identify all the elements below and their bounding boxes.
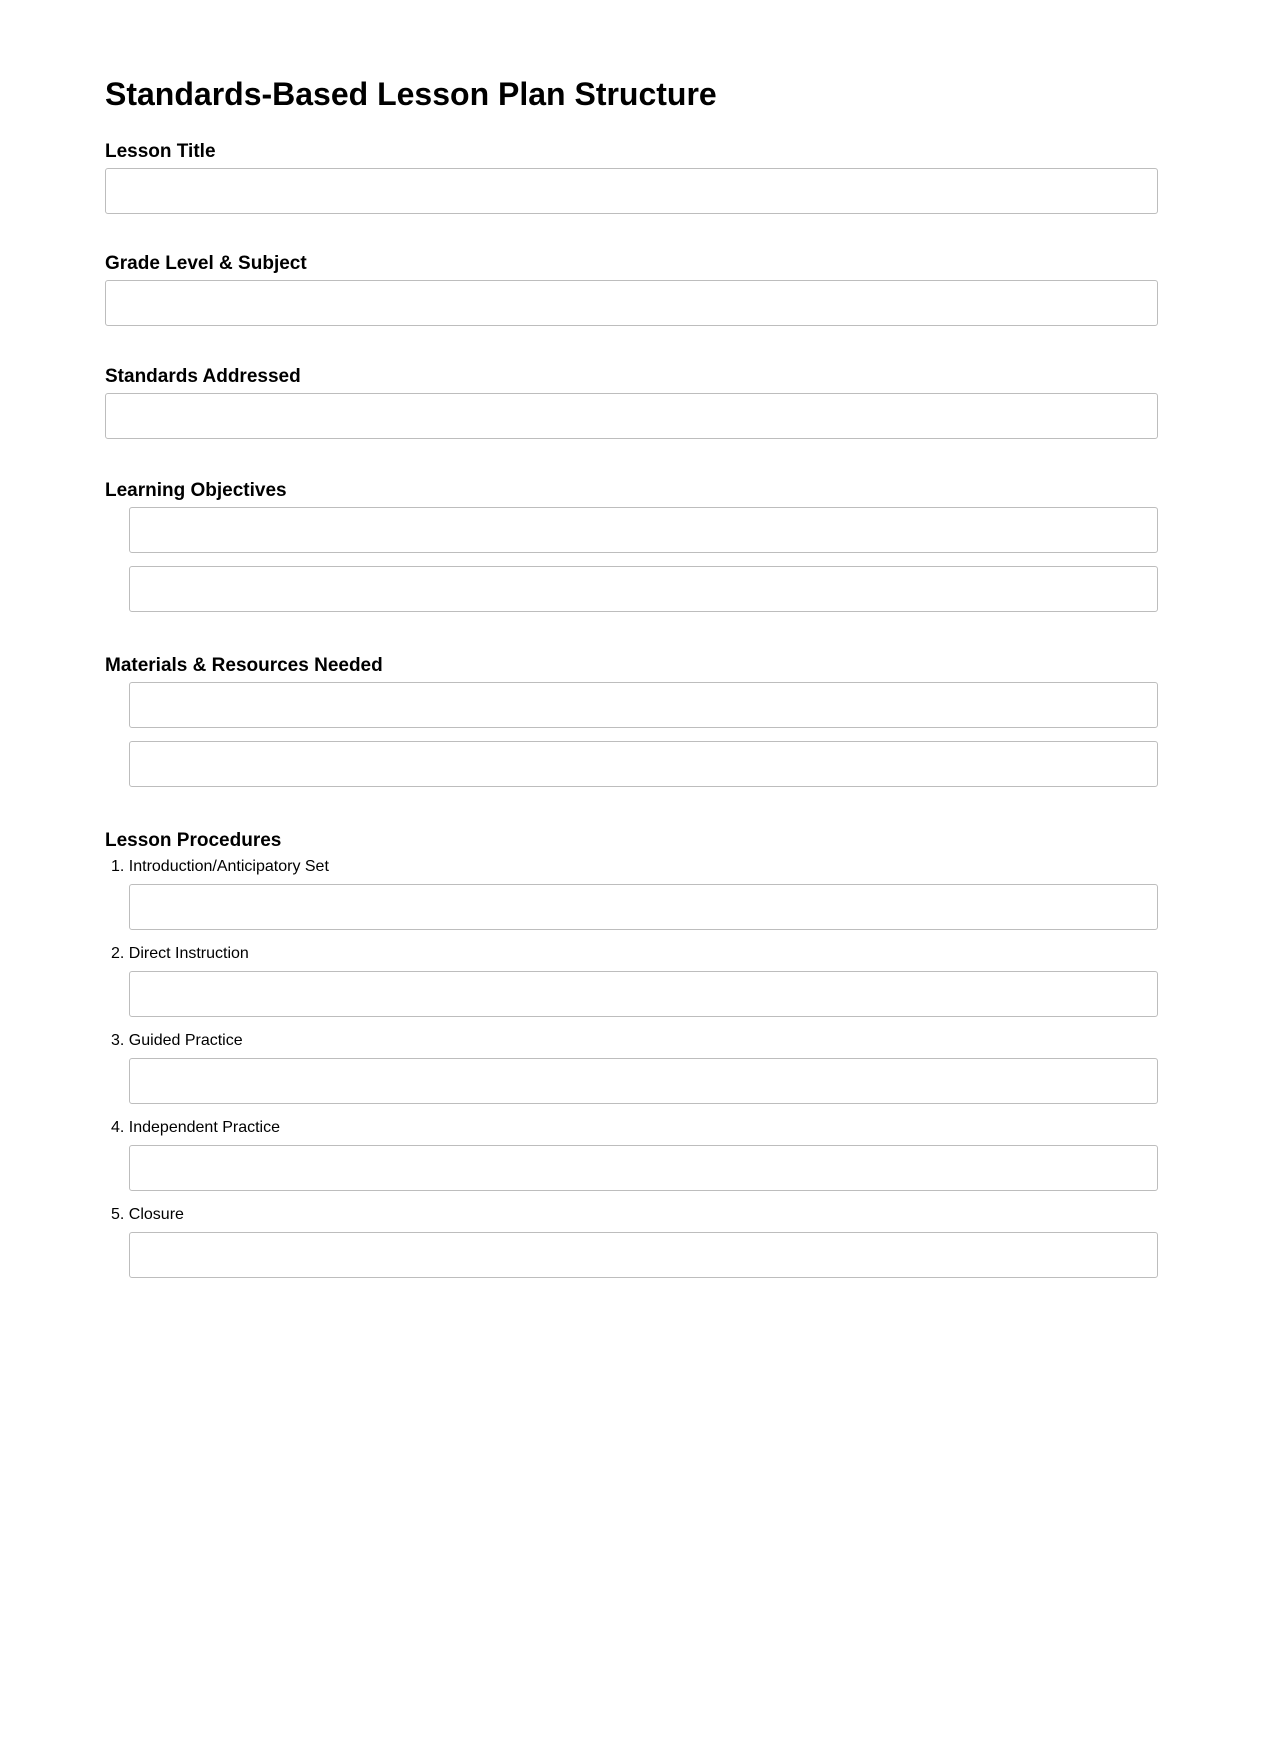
introduction-input[interactable] (129, 884, 1158, 930)
procedure-steps-list (105, 857, 1158, 1278)
standards-section (105, 366, 1158, 439)
learning-objective-input-1[interactable] (129, 507, 1158, 553)
materials-section (105, 655, 1158, 787)
direct-instruction-input[interactable] (129, 971, 1158, 1017)
page-title: Standards-Based Lesson Plan Structure (105, 76, 717, 112)
learning-objectives-label: Learning Objectives (105, 480, 287, 501)
lesson-title-section (105, 141, 1158, 214)
lesson-title-label: Lesson Title (105, 141, 216, 162)
closure-input[interactable] (129, 1232, 1158, 1278)
guided-practice-input[interactable] (129, 1058, 1158, 1104)
procedure-step-label: 4. Independent Practice (111, 1119, 281, 1136)
procedure-step-label: 2. Direct Instruction (111, 945, 249, 962)
lesson-procedures-label: Lesson Procedures (105, 830, 282, 851)
independent-practice-input[interactable] (129, 1145, 1158, 1191)
lesson-title-input[interactable] (105, 168, 1158, 214)
learning-objective-input-2[interactable] (129, 566, 1158, 612)
lesson-procedures-section (105, 830, 1158, 1292)
procedure-step (105, 944, 1158, 1017)
materials-input-1[interactable] (129, 682, 1158, 728)
procedure-step (105, 1031, 1158, 1104)
procedure-step-label: 1. Introduction/Anticipatory Set (111, 858, 329, 875)
learning-objectives-section (105, 480, 1158, 612)
standards-input[interactable] (105, 393, 1158, 439)
grade-subject-input[interactable] (105, 280, 1158, 326)
grade-subject-section (105, 253, 1158, 326)
procedure-step-label: 5. Closure (111, 1206, 184, 1223)
materials-label: Materials & Resources Needed (105, 655, 383, 676)
procedure-step-label: 3. Guided Practice (111, 1032, 243, 1049)
standards-label: Standards Addressed (105, 366, 301, 387)
materials-input-2[interactable] (129, 741, 1158, 787)
procedure-step (105, 857, 1158, 930)
procedure-step (105, 1118, 1158, 1191)
procedure-step (105, 1205, 1158, 1278)
grade-subject-label: Grade Level & Subject (105, 253, 307, 274)
